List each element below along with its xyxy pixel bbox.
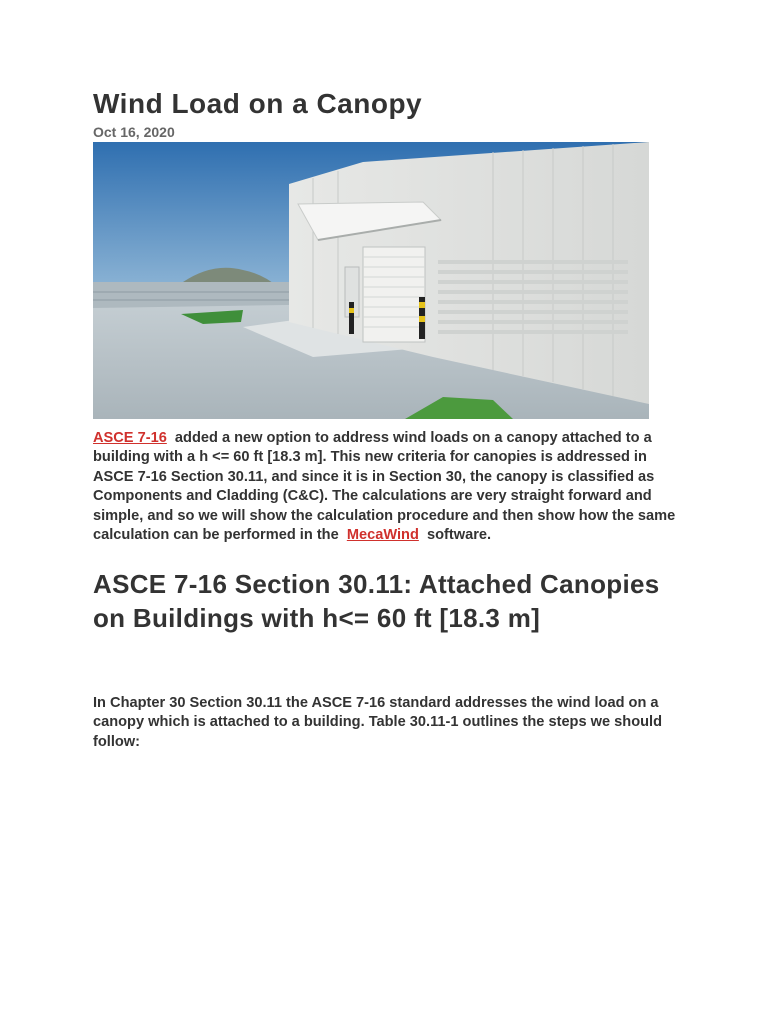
section-heading: ASCE 7-16 Section 30.11: Attached Canopies on Buildings with h<= 60 ft [18.3 m] <box>93 569 660 633</box>
section-paragraph: In Chapter 30 Section 30.11 the ASCE 7-16 standard addresses the wind load on a canopy which is attached to a building. Table 30.11-1 outlines the steps we should follow: <box>93 695 662 750</box>
hero-image <box>93 142 649 419</box>
intro-text-end: software. <box>426 527 492 544</box>
article-date: Oct 16, 2020 <box>93 124 175 140</box>
intro-text: added a new option to address wind loads on a canopy attached to a building with a h <= 60 ft [18.3 m]. This new criteria for canopies is addressed in ASCE 7-16 Section 30.11, and since it is in Section 30, the canopy is classified as Components and Cladding (C&C). The calculations are very straight forward and simple, and so we will show the calculation procedure and then show how the same calculation can be performed in the <box>93 430 676 544</box>
article-title: Wind Load on a Canopy <box>93 88 423 119</box>
intro-paragraph <box>93 429 683 545</box>
mecawind-link[interactable]: MecaWind <box>346 527 419 544</box>
asce-7-16-link[interactable]: ASCE 7-16 <box>93 430 167 446</box>
